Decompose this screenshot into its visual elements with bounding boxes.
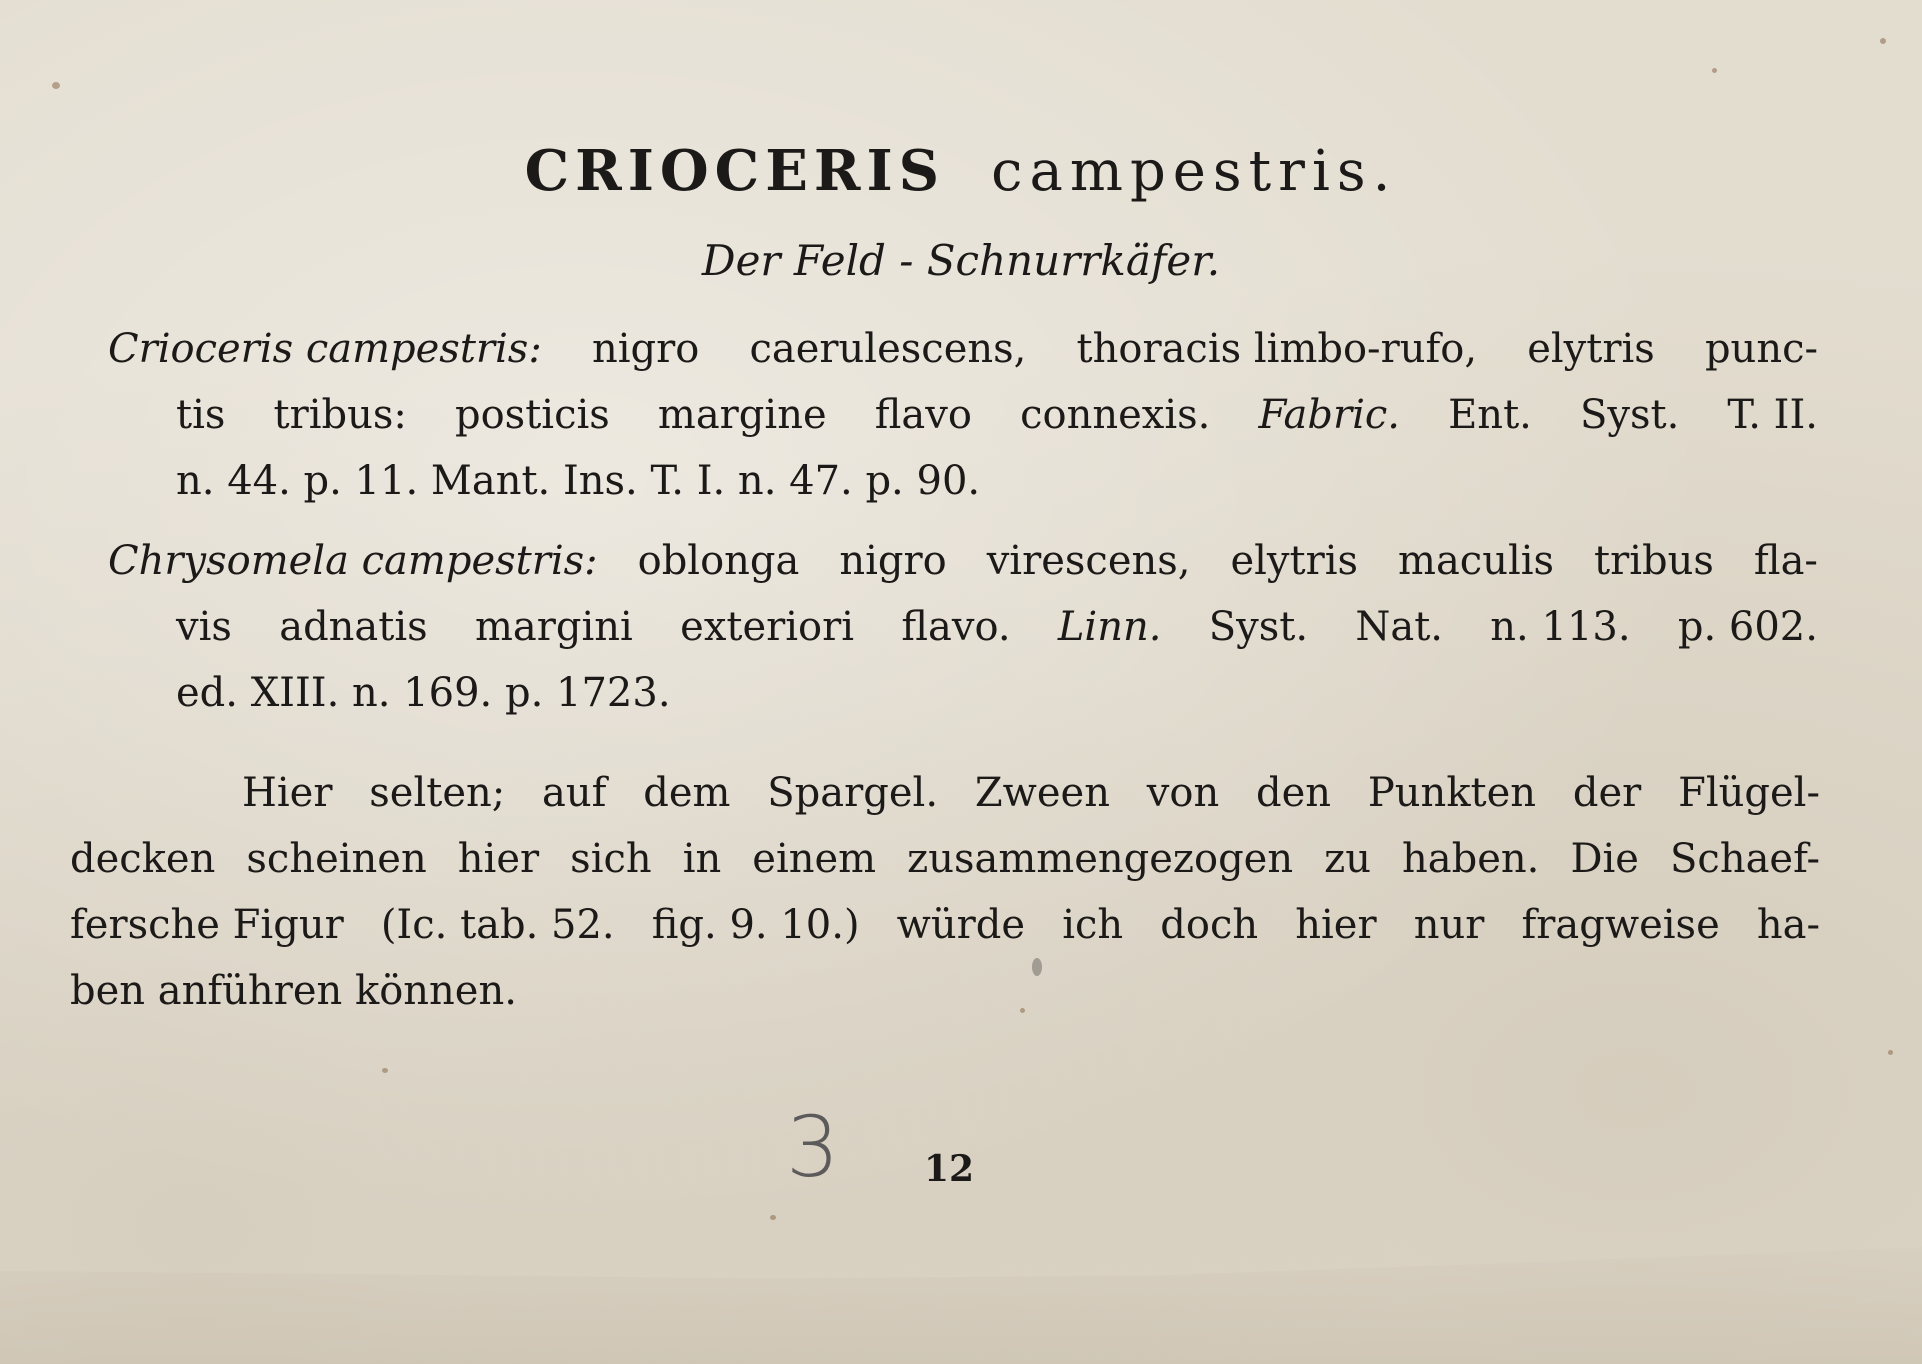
title-species: campestris. xyxy=(991,139,1398,204)
word: tis xyxy=(176,392,226,438)
word: thoracis limbo-rufo, xyxy=(1076,326,1478,372)
word: vis xyxy=(176,604,232,650)
word: fla- xyxy=(1753,538,1818,584)
page-number: 12 xyxy=(924,1148,975,1190)
entry-line xyxy=(108,448,1818,514)
word: Syst. xyxy=(1208,604,1309,650)
page-subtitle: Der Feld - Schnurrkäfer. xyxy=(701,236,1221,285)
paragraph-line xyxy=(70,958,1820,1024)
taxon-name: Chrysomela campestris: xyxy=(108,538,598,584)
paragraph-line xyxy=(70,760,1820,826)
word: zusammengezogen xyxy=(907,836,1294,882)
word: tribus: xyxy=(273,392,407,438)
word: Syst. xyxy=(1579,392,1680,438)
word: T. II. xyxy=(1727,392,1818,438)
word: hier xyxy=(1295,902,1377,948)
word: scheinen xyxy=(246,836,427,882)
word: dem xyxy=(643,770,731,816)
entry-line xyxy=(108,382,1818,448)
word: Hier xyxy=(242,770,333,816)
word: elytris xyxy=(1230,538,1359,584)
author-citation: Linn. xyxy=(1057,604,1162,650)
title-genus: CRIOCERIS xyxy=(524,138,946,204)
word: sich xyxy=(570,836,652,882)
reference-text: n. 44. p. 11. Mant. Ins. T. I. n. 47. p. 90. xyxy=(176,458,981,504)
word: selten; xyxy=(369,770,506,816)
word: von xyxy=(1146,770,1220,816)
word: p. 602. xyxy=(1677,604,1818,650)
word: Schaef- xyxy=(1670,836,1820,882)
word: connexis. xyxy=(1020,392,1211,438)
word: maculis xyxy=(1398,538,1555,584)
word: ha- xyxy=(1756,902,1820,948)
word: ich xyxy=(1062,902,1124,948)
word: Zween xyxy=(974,770,1110,816)
entry-line xyxy=(108,316,1818,382)
entry-line xyxy=(108,528,1818,594)
word: margine xyxy=(657,392,827,438)
foxing-spot xyxy=(52,82,60,89)
author-citation: Fabric. xyxy=(1258,392,1400,438)
word: punc- xyxy=(1704,326,1818,372)
word: einem xyxy=(752,836,877,882)
synonym-entry-chrysomela xyxy=(108,528,1818,726)
word: fersche Figur xyxy=(70,902,344,948)
word: zu xyxy=(1324,836,1371,882)
word: adnatis xyxy=(279,604,428,650)
paragraph-line xyxy=(70,892,1820,958)
word: virescens, xyxy=(986,538,1191,584)
word: auf xyxy=(542,770,607,816)
paragraph-line xyxy=(70,826,1820,892)
foxing-spot xyxy=(382,1068,388,1073)
word: der xyxy=(1572,770,1642,816)
word: haben. xyxy=(1402,836,1540,882)
word: Flügel- xyxy=(1678,770,1820,816)
word: den xyxy=(1256,770,1332,816)
reference-text: ed. XIII. n. 169. p. 1723. xyxy=(176,670,671,716)
page-title xyxy=(0,138,1922,204)
word: nigro xyxy=(591,326,700,372)
word: oblonga xyxy=(637,538,800,584)
word: tribus xyxy=(1594,538,1714,584)
word: Spargel. xyxy=(767,770,939,816)
word: Die xyxy=(1570,836,1639,882)
word: posticis xyxy=(454,392,610,438)
entry-line xyxy=(108,594,1818,660)
word: fragweise xyxy=(1521,902,1720,948)
word: (Ic. tab. 52. xyxy=(380,902,615,948)
word: Punkten xyxy=(1367,770,1537,816)
word: caerulescens, xyxy=(749,326,1027,372)
word: exteriori xyxy=(680,604,855,650)
pencil-annotation: 3 xyxy=(786,1098,840,1196)
word: Nat. xyxy=(1355,604,1443,650)
word: nur xyxy=(1413,902,1485,948)
word: n. 113. xyxy=(1490,604,1631,650)
word: decken xyxy=(70,836,216,882)
word: Ent. xyxy=(1448,392,1532,438)
word: fig. 9. 10.) xyxy=(651,902,860,948)
word: hier xyxy=(457,836,540,882)
foxing-spot xyxy=(1880,38,1886,44)
foxing-spot xyxy=(1712,68,1717,73)
word: doch xyxy=(1160,902,1259,948)
foxing-spot xyxy=(1888,1050,1893,1055)
word: margini xyxy=(474,604,633,650)
word: in xyxy=(682,836,722,882)
word: würde xyxy=(896,902,1026,948)
synonym-entry-crioceris xyxy=(108,316,1818,514)
word: nigro xyxy=(839,538,947,584)
foxing-spot xyxy=(770,1215,776,1220)
word: ben anführen können. xyxy=(70,968,517,1014)
taxon-name: Crioceris campestris: xyxy=(108,326,542,372)
word: flavo. xyxy=(901,604,1011,650)
word: flavo xyxy=(874,392,972,438)
note-paragraph xyxy=(70,760,1820,1024)
entry-line xyxy=(108,660,1818,726)
word: elytris xyxy=(1527,326,1655,372)
underlying-sheet-edge xyxy=(0,1214,1922,1364)
